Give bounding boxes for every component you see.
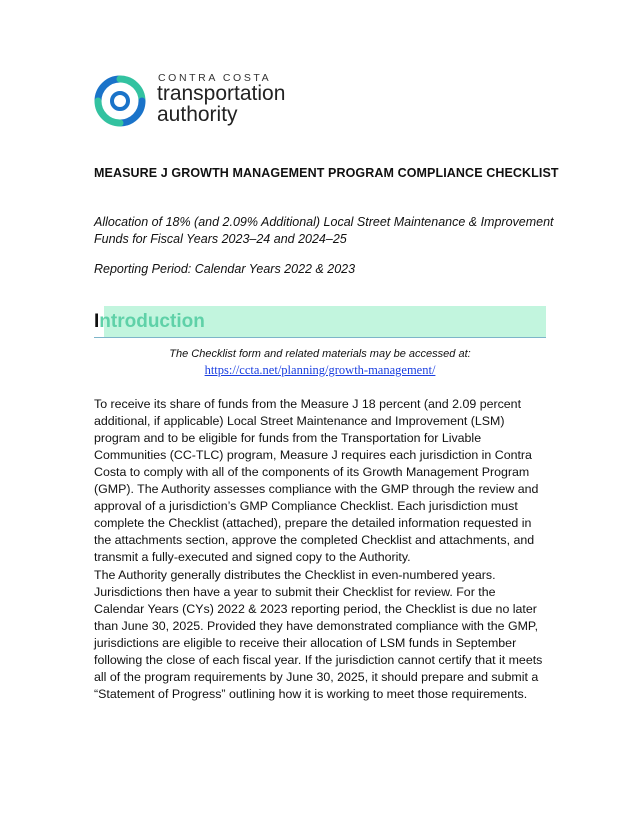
logo-org-region: CONTRA COSTA (158, 72, 272, 84)
authority-logo-icon (94, 75, 146, 127)
logo-org-name-line1: transportation (157, 82, 286, 105)
reporting-period: Reporting Period: Calendar Years 2022 & 2023 (94, 262, 356, 276)
section-heading-introduction (94, 311, 205, 333)
section-heading-rest: ntroduction (99, 311, 205, 332)
intro-paragraph-2: The Authority generally distributes the Checklist in even-numbered years. Jurisdictions then have a year to submit their Checklist for review. For the Calendar Years (CYs) 2022 & 2023 reporting period, the Checklist is due no later than June 30, 2025. Provided they have demonstrated compliance with the GMP, jurisdictions are eligible to receive their allocation of LSM funds in September following the close of each fiscal year. If the jurisdiction cannot certify that it meets all of the program requirements by June 30, 2025, it should prepare and submit a “Statement of Progress” outlining how it is working to meet those requirements. (94, 568, 543, 701)
materials-link[interactable]: https://ccta.net/planning/growth-management/ (204, 363, 436, 377)
document-subtitle: Allocation of 18% (and 2.09% Additional) Local Street Maintenance & Improvement Funds for Fiscal Years 2023–24 and 2024–25 (94, 215, 554, 246)
intro-paragraph-1: To receive its share of funds from the Measure J 18 percent (and 2.09 percent additional, if applicable) Local Street Maintenance and Improvement (LSM) program and to be eligible for funds from the Transportation for Livable Communities (CC-TLC) program, Measure J requires each jurisdiction in Contra Costa to comply with all of the components of its Growth Management Program (GMP). The Authority assesses compliance with the GMP through the review and approval of a jurisdiction’s GMP Compliance Checklist. Each jurisdiction must complete the Checklist (attached), prepare the detailed information requested in the attachments section, approve the completed Checklist and attachments, and transmit a fully-executed and signed copy to the Authority. (94, 397, 539, 564)
authority-logo (94, 72, 294, 130)
access-note: The Checklist form and related materials may be accessed at: (169, 348, 471, 360)
document-title: MEASURE J GROWTH MANAGEMENT PROGRAM COMPLIANCE CHECKLIST (94, 166, 559, 180)
section-heading-rule (94, 337, 546, 338)
section-heading-first-letter: I (94, 311, 100, 332)
logo-org-name-line2: authority (157, 103, 238, 126)
